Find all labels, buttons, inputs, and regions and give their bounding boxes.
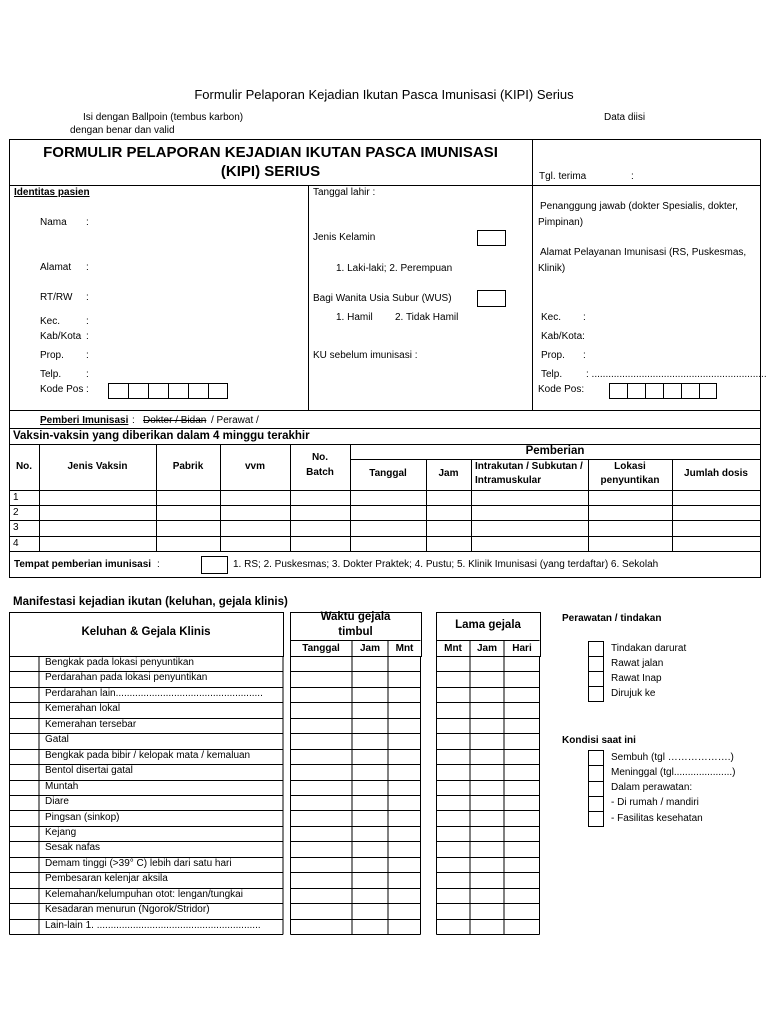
lama-gejala: Lama gejala — [455, 619, 521, 631]
kondisi-item: Meninggal (tgl.....................) — [611, 767, 736, 778]
symptom-label: Muntah — [45, 780, 79, 792]
ku-label: KU sebelum imunisasi : — [313, 350, 418, 361]
col-jam-waktu: Jam — [359, 643, 380, 654]
waktu-line1: Waktu gejala — [320, 611, 391, 623]
col-intra-line2: Intramuskular — [475, 475, 542, 486]
col-mnt-waktu: Mnt — [395, 643, 414, 654]
kondisi-checkbox-column[interactable] — [588, 750, 604, 827]
perawatan-item: Rawat jalan — [611, 658, 664, 669]
col-vvm: vvm — [244, 461, 265, 472]
col-tanggal: Tanggal — [369, 468, 407, 479]
col-hari-lama: Hari — [512, 643, 532, 654]
pemberi-struck: Dokter / Bidan — [143, 415, 207, 426]
symptom-label: Lain-lain 1. ........................................................... — [45, 919, 261, 931]
divider-line — [588, 765, 604, 766]
kodepos-label: Kode Pos — [40, 384, 84, 395]
nama-label: Nama — [40, 217, 67, 228]
col-jenis-vaksin: Jenis Vaksin — [67, 461, 128, 472]
symptom-label: Kemerahan tersebar — [45, 718, 137, 730]
col-intra-line1: Intrakutan / Subkutan / — [475, 461, 583, 472]
right-prop-label: Prop. — [541, 350, 565, 361]
col-lokasi-line2: penyuntikan — [600, 475, 660, 486]
divider-line — [588, 796, 604, 797]
symptom-label: Perdarahan lain..................................................... — [45, 687, 263, 699]
tempat-options: 1. RS; 2. Puskesmas; 3. Dokter Praktek; 4. Pustu; 5. Klinik Imunisasi (yang terdaftar) 6. Sekolah — [233, 559, 659, 570]
divider-line — [588, 671, 604, 672]
colon: : — [86, 217, 89, 228]
col-mnt-lama: Mnt — [444, 643, 462, 654]
tanggal-lahir-label: Tanggal lahir : — [313, 187, 376, 198]
patient-heading: Identitas pasien — [14, 187, 90, 198]
right-telp-label: Telp. — [541, 369, 563, 380]
col-batch-line1: No. — [311, 452, 329, 463]
form-title-line2: (KIPI) SERIUS — [220, 163, 321, 180]
col-pabrik: Pabrik — [172, 461, 204, 472]
wus-option-hamil: 1. Hamil — [336, 312, 373, 323]
kondisi-item: Sembuh (tgl ……………….) — [611, 752, 734, 763]
divider-line — [588, 781, 604, 782]
kondisi-item: - Fasilitas kesehatan — [611, 813, 703, 824]
jenis-kelamin-options: 1. Laki-laki; 2. Perempuan — [336, 263, 453, 274]
symptom-label: Kejang — [45, 826, 77, 838]
kondisi-item: - Di rumah / mandiri — [611, 797, 699, 808]
symptom-label: Kesadaran menurun (Ngorok/Stridor) — [45, 904, 210, 916]
tempat-label: Tempat pemberian imunisasi — [14, 559, 152, 570]
symptom-label: Bengkak pada bibir / kelopak mata / kemaluan — [45, 749, 251, 761]
instruction-valid: dengan benar dan valid — [70, 125, 175, 136]
symptom-label: Kemerahan lokal — [45, 703, 121, 715]
telp-label: Telp. — [40, 369, 62, 380]
symptom-label: Gatal — [45, 734, 69, 746]
data-diisi-label: Data diisi — [604, 112, 646, 123]
prop-label: Prop. — [40, 350, 64, 361]
right-telp-dots: : ............................................................... — [586, 369, 767, 380]
colon: : — [583, 350, 586, 361]
divider-line — [588, 811, 604, 812]
symptom-label: Diare — [45, 796, 69, 808]
col-jam-lama: Jam — [476, 643, 497, 654]
symptom-label: Bengkak pada lokasi penyuntikan — [45, 657, 194, 668]
col-lokasi-line1: Lokasi — [614, 461, 646, 472]
colon: : — [157, 559, 160, 570]
vaksin-row-number: 1 — [13, 492, 19, 503]
symptom-label: Kelemahan/kelumpuhan otot: lengan/tungkai — [45, 888, 243, 900]
pemberi-rest: / Perawat / — [211, 415, 259, 426]
alamat-pelayanan-line2: Klinik) — [538, 263, 566, 274]
colon: : — [86, 369, 89, 380]
symptom-label: Sesak nafas — [45, 842, 101, 854]
col-tanggal-waktu: Tanggal — [302, 643, 340, 654]
symptom-label: Perdarahan pada lokasi penyuntikan — [45, 672, 208, 684]
penanggung-jawab-line1: Penanggung jawab (dokter Spesialis, dokter, — [540, 201, 738, 212]
right-kabkota-label: Kab/Kota: — [541, 331, 585, 342]
jenis-kelamin-label: Jenis Kelamin — [313, 232, 376, 243]
instruction-ballpoint: Isi dengan Ballpoin (tembus karbon) — [83, 112, 244, 123]
col-jam: Jam — [438, 468, 459, 479]
tgl-terima-label: Tgl. terima — [539, 171, 587, 182]
vaksin-row-number: 4 — [13, 538, 19, 549]
wus-option-tidak-hamil: 2. Tidak Hamil — [395, 312, 459, 323]
col-jumlah-dosis: Jumlah dosis — [684, 468, 748, 479]
colon: : — [86, 262, 89, 273]
vaksin-heading: Vaksin-vaksin yang diberikan dalam 4 minggu terakhir — [13, 430, 310, 442]
vaksin-row-number: 2 — [13, 507, 19, 518]
wus-label: Bagi Wanita Usia Subur (WUS) — [313, 293, 452, 304]
kondisi-item: Dalam perawatan: — [611, 782, 693, 793]
colon: : — [86, 384, 89, 395]
symptom-label: Bentol disertai gatal — [45, 765, 133, 777]
alamat-label: Alamat — [40, 262, 72, 273]
col-batch-line2: Batch — [306, 467, 334, 478]
colon: : — [132, 415, 135, 426]
colon: : — [583, 312, 586, 323]
waktu-line2: timbul — [338, 626, 373, 638]
right-kodepos-label: Kode Pos: — [538, 384, 585, 395]
colon: : — [86, 292, 89, 303]
tgl-terima-colon: : — [631, 171, 634, 182]
right-kec-label: Kec. — [541, 312, 562, 323]
col-no: No. — [15, 461, 33, 472]
col-keluhan: Keluhan & Gejala Klinis — [81, 626, 211, 638]
colon: : — [86, 331, 89, 342]
perawatan-item: Dirujuk ke — [611, 688, 656, 699]
divider-line — [588, 686, 604, 687]
symptom-label: Pembesaran kelenjar aksila — [45, 873, 168, 885]
alamat-pelayanan-line1: Alamat Pelayanan Imunisasi (RS, Puskesmas, — [540, 247, 747, 258]
rtrw-label: RT/RW — [40, 292, 73, 303]
perawatan-heading: Perawatan / tindakan — [562, 613, 662, 624]
form-title-line1: FORMULIR PELAPORAN KEJADIAN IKUTAN PASCA IMUNISASI — [43, 144, 498, 161]
kondisi-heading: Kondisi saat ini — [562, 735, 636, 746]
colon: : — [86, 350, 89, 361]
penanggung-jawab-line2: Pimpinan) — [538, 217, 584, 228]
symptom-label: Demam tinggi (>39° C) lebih dari satu hari — [45, 857, 232, 869]
pemberian-heading: Pemberian — [525, 445, 585, 457]
manifestasi-heading: Manifestasi kejadian ikutan (keluhan, gejala klinis) — [13, 596, 288, 608]
kabkota-label: Kab/Kota — [40, 331, 82, 342]
symptom-label: Pingsan (sinkop) — [45, 811, 120, 823]
divider-line — [588, 656, 604, 657]
kec-label: Kec. — [40, 316, 61, 327]
pemberi-label: Pemberi Imunisasi — [40, 415, 129, 426]
perawatan-item: Tindakan darurat — [611, 643, 687, 654]
top-title: Formulir Pelaporan Kejadian Ikutan Pasca Imunisasi (KIPI) Serius — [194, 87, 574, 102]
perawatan-item: Rawat Inap — [611, 673, 662, 684]
vaksin-row-number: 3 — [13, 522, 19, 533]
colon: : — [86, 316, 89, 327]
